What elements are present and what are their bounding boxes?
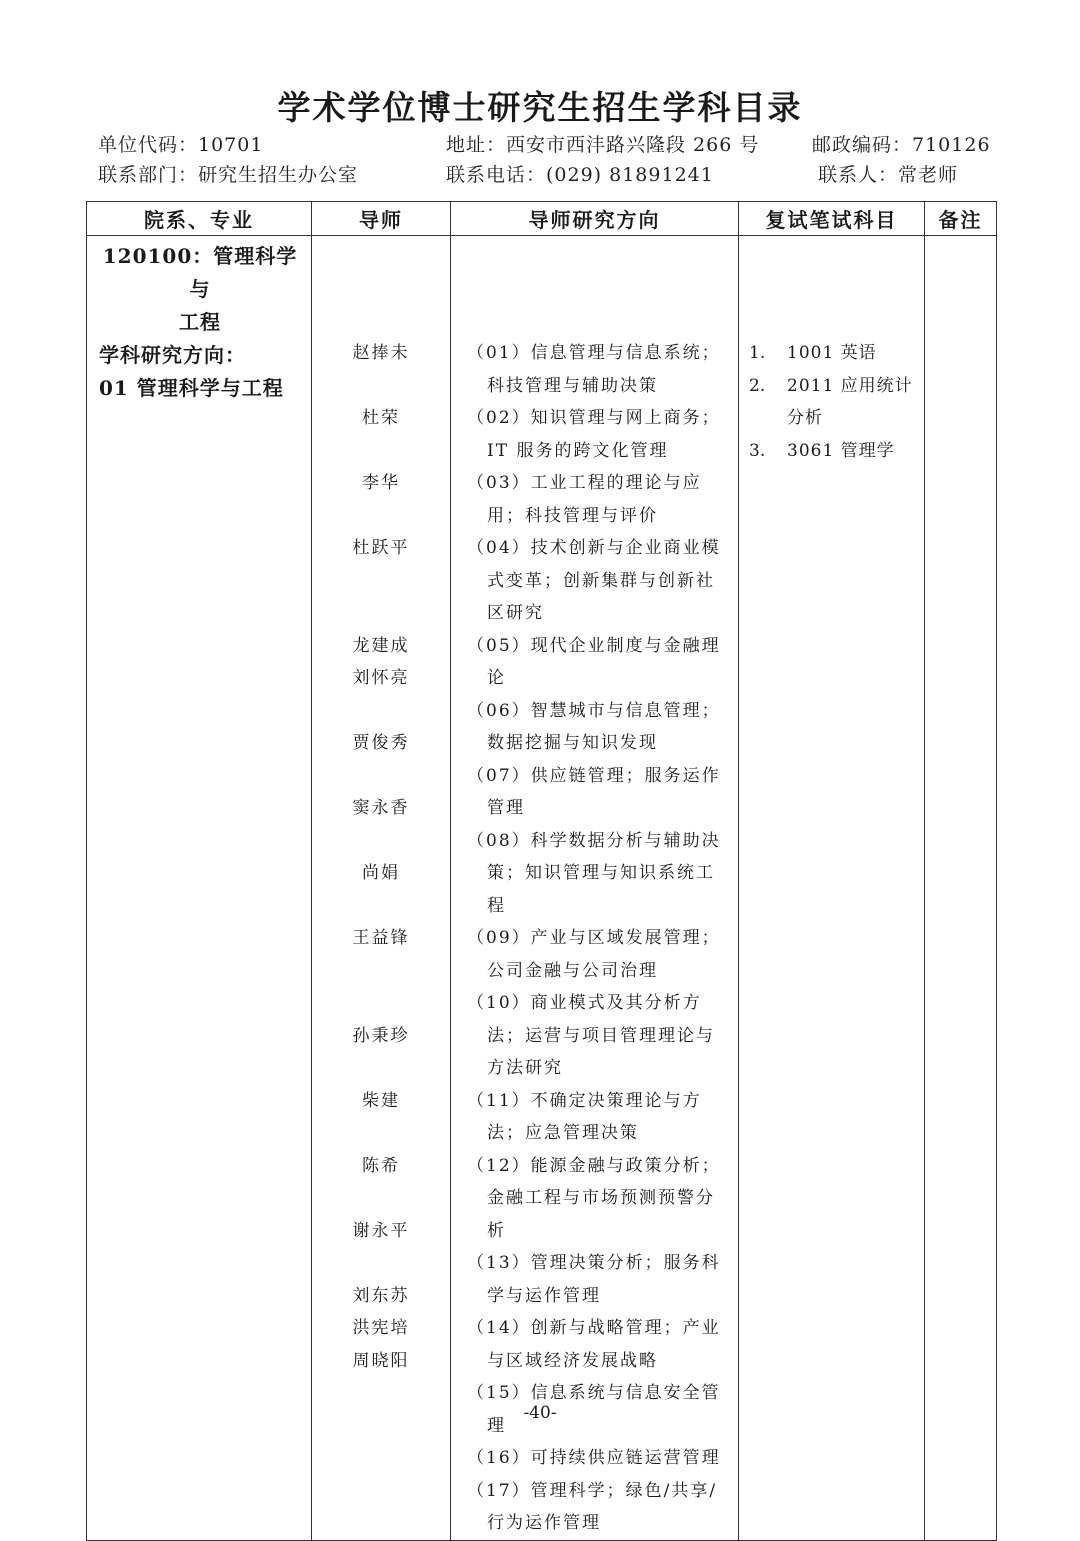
exam-number: 1.: [749, 343, 766, 363]
mentor-name: 周晓阳: [352, 1350, 410, 1371]
research-direction-item: （14）创新与战略管理；产业与区域经济发展战略: [467, 1318, 721, 1371]
research-direction-item: （13）管理决策分析；服务科学与运作管理: [467, 1253, 721, 1306]
mentor-name: 刘怀亮: [352, 668, 410, 688]
mentor-name: 龙建成: [352, 635, 410, 656]
contact-phone: 联系电话：(029) 81891241: [446, 164, 714, 186]
remarks-cell: [925, 236, 997, 1541]
research-direction-item: （05）现代企业制度与金融理论: [467, 635, 721, 688]
research-direction-item: （08）科学数据分析与辅助决策；知识管理与知识系统工程: [467, 830, 721, 916]
research-direction-item: （11）不确定决策理论与方法；应急管理决策: [467, 1090, 702, 1143]
header-research-direction: 导师研究方向: [451, 202, 739, 236]
mentor-name: 李华: [362, 473, 400, 493]
research-direction-item: （07）供应链管理；服务运作管理: [467, 765, 721, 818]
exam-item: [749, 435, 914, 468]
research-direction-item: （03）工业工程的理论与应用；科技管理与评价: [467, 473, 702, 526]
exam-subject: 3061 管理学: [787, 440, 895, 461]
header-mentor: 导师: [312, 202, 451, 236]
exam-subjects-cell: [739, 236, 925, 1541]
header-remarks: 备注: [925, 202, 997, 236]
mentor-name: 窦永香: [352, 798, 410, 818]
subject-code: 120100：管理科学与: [102, 244, 298, 301]
subject-name-cont: 工程: [179, 310, 221, 334]
exam-item: [749, 370, 914, 435]
unit-code: 单位代码：10701: [98, 134, 264, 156]
research-direction-cell: [451, 236, 739, 1541]
mentor-cell: [312, 236, 451, 1541]
research-direction-item: （09）产业与区域发展管理；公司金融与公司治理: [467, 928, 721, 981]
research-direction-item: （01）信息管理与信息系统；科技管理与辅助决策: [467, 343, 721, 396]
page-title: 学术学位博士研究生招生学科目录: [277, 88, 803, 127]
research-direction-item: （17）管理科学；绿色/共享/行为运作管理: [467, 1480, 718, 1533]
exam-number: 2.: [749, 375, 766, 396]
address: 地址：西安市西沣路兴隆段 266 号: [446, 134, 760, 156]
research-direction-item: （16）可持续供应链运营管理: [467, 1448, 721, 1468]
mentor-name: 柴建: [362, 1090, 400, 1111]
research-direction-item: （15）信息系统与信息安全管理: [467, 1383, 721, 1436]
research-direction-item: （10）商业模式及其分析方法；运营与项目管理理论与方法研究: [467, 993, 715, 1078]
table-row: [87, 236, 997, 1541]
exam-subject: 1001 英语: [787, 343, 877, 363]
research-label: 学科研究方向：: [99, 343, 246, 367]
mentor-name: 洪宪培: [352, 1318, 410, 1338]
research-direction-item: （06）智慧城市与信息管理；数据挖掘与知识发现: [467, 700, 721, 753]
header-department: 院系、专业: [87, 202, 312, 236]
header-exam-subjects: 复试笔试科目: [739, 202, 925, 236]
mentor-name: 陈希: [362, 1155, 400, 1176]
research-direction-item: （02）知识管理与网上商务；IT 服务的跨文化管理: [467, 408, 721, 461]
research-direction-item: （04）技术创新与企业商业模式变革；创新集群与创新社区研究: [467, 538, 721, 623]
mentor-name: 谢永平: [352, 1220, 410, 1241]
page-number: -40-: [523, 1403, 557, 1423]
mentor-name: 孙秉珍: [352, 1025, 410, 1046]
table-header-row: [87, 202, 997, 236]
exam-number: 3.: [749, 440, 766, 461]
mentor-name: 贾俊秀: [352, 733, 410, 753]
mentor-name: 赵捧未: [352, 343, 410, 363]
mentor-name: 刘东苏: [352, 1285, 410, 1306]
catalog-table: [86, 201, 997, 1541]
research-direction-item: （12）能源金融与政策分析；金融工程与市场预测预警分析: [467, 1155, 721, 1241]
mentor-name: 王益锋: [352, 928, 410, 948]
mentor-name: 杜荣: [362, 408, 400, 428]
contact-person: 联系人：常老师: [818, 164, 959, 186]
postcode: 邮政编码：710126: [812, 134, 991, 156]
mentor-name: 尚娟: [362, 863, 400, 883]
exam-subject: 2011 应用统计分析: [787, 375, 913, 428]
exam-item: [749, 337, 914, 370]
mentor-name: 杜跃平: [352, 538, 410, 558]
research-direction-name: 01 管理科学与工程: [99, 376, 284, 400]
contact-department: 联系部门：研究生招生办公室: [98, 164, 359, 186]
department-cell: [87, 236, 312, 1541]
